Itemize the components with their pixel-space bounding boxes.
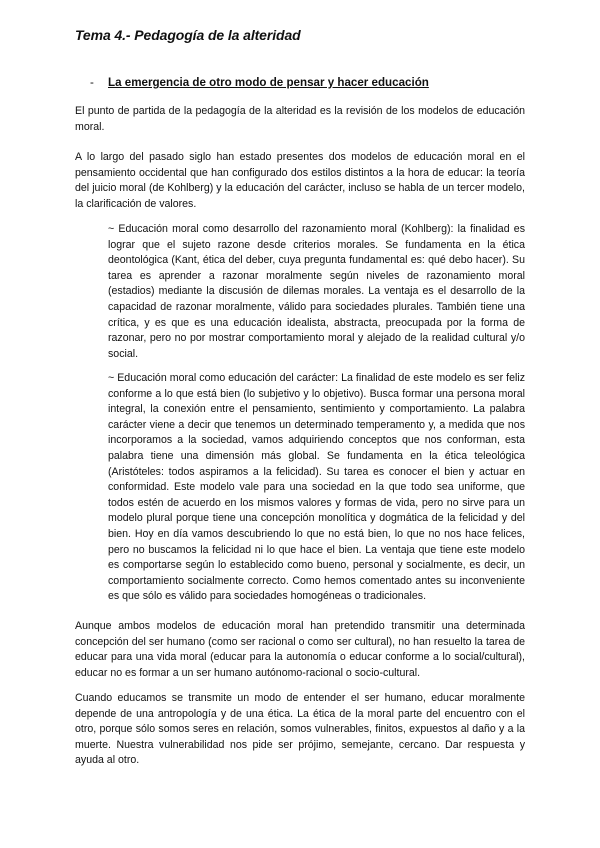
paragraph-character-model: ~ Educación moral como educación del carácter: La finalidad de este modelo es ser feliz conforme a lo que está bien (lo subjetivo y lo objetivo). Busca formar una persona moral integral, la conexión entre el pensamiento, sentimiento y comportamiento. La palabra carácter viene a decir que tenemos un determinado temperamento y, a medida que nos incorporamos a la sociedad, vamos adquiriendo conceptos que nos conforman, esta palabra tiene una dimensión más global. Se fundamenta en la ética teleológica (Aristóteles: todos aspiramos a la felicidad). Su tarea es conocer el bien y actuar en conformidad. Este modelo vale para una sociedad en la que todo sea uniforme, que todos estén de acuerdo en los mismos valores y formas de vida, pero no sirve para un modelo plural porque tiene una concepción monolítica y dogmática de la felicidad y del bien. Hoy en día vamos descubriendo lo que no está bien, lo que no nos hace felices, pero no buscamos la felicidad ni lo que hace el bien. La ventaja que tiene este modelo es comportarse según lo establecido como bueno, personal y socialmente, es decir, un comportamiento socialmente correcto. Como hemos comentado antes su inconveniente es que sólo es válido para sociedades homogéneas o tradicionales. (108, 372, 525, 603)
bullet-dash: - (90, 76, 94, 89)
document-title: Tema 4.- Pedagogía de la alteridad (75, 27, 301, 43)
paragraph-alterity: Cuando educamos se transmite un modo de entender el ser humano, educar moralmente depende de una antropología y de una ética. La ética de la moral parte del encuentro con el otro, porque sólo somos seres en relación, somos vulnerables, finitos, expuestos al daño y a la muerte. Nuestra vulnerabilidad nos pide ser prójimo, semejante, cercano. Dar respuesta y ayuda al otro. (75, 692, 525, 767)
paragraph-intro: El punto de partida de la pedagogía de la alteridad es la revisión de los modelos de educación moral. (75, 105, 525, 133)
paragraph-conclusion: Aunque ambos modelos de educación moral han pretendido transmitir una determinada concepción del ser humano (como ser racional o como ser cultural), no han resuelto la tarea de educar para una vida moral (educar para la autonomía o educar conforme a lo social/cultural), educar no es formar a un ser humano autónomo-racional o socio-cultural. (75, 620, 525, 679)
paragraph-models-overview: A lo largo del pasado siglo han estado presentes dos modelos de educación moral en el pensamiento occidental que han configurado dos estilos distintos a la hora de educar: la teoría del juicio moral (de Kohlberg) y la educación del carácter, incluso se habla de un tercer modelo, la clarificación de valores. (75, 151, 525, 210)
paragraph-kohlberg-model: ~ Educación moral como desarrollo del razonamiento moral (Kohlberg): la finalidad es lograr que el sujeto razone desde criterios morales. Se fundamenta en la ética deontológica (Kant, ética del deber, cuya pregunta fundamental es: qué debo hacer). Su tarea es aprender a razonar moralmente según niveles de razonamiento moral (estadios) mediante la discusión de dilemas morales. La ventaja es el desarrollo de la capacidad de razonar moralmente, válido para sociedades plurales. También tiene una crítica, y es que es una educación idealista, abstracta, preocupada por la forma de razonar, pero no por mostrar comportamiento moral y alejado de la realidad cultural y/o social. (108, 223, 525, 360)
section-heading (90, 76, 429, 89)
section-heading-text: La emergencia de otro modo de pensar y hacer educación (108, 76, 429, 89)
